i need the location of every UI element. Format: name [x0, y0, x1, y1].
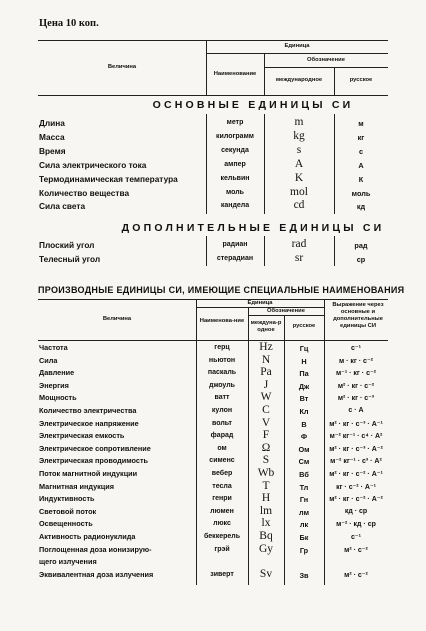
- header2-bottom-rule: [38, 340, 388, 341]
- derived-quantity: Сила: [39, 355, 58, 365]
- derived-quantity: Освещенность: [39, 519, 93, 529]
- supp-intl-symbol: rad: [291, 238, 307, 250]
- base-quantity: Длина: [39, 118, 65, 128]
- derived-quantity: Электрическая емкость: [39, 431, 125, 441]
- supp-quantity: Плоский угол: [39, 240, 95, 250]
- derived-expression: с⁻¹: [351, 345, 361, 352]
- derived-unit-name: вебер: [211, 470, 233, 477]
- derived-rus-symbol: Вб: [299, 470, 309, 479]
- derived-expression: кг · с⁻² · А⁻¹: [336, 483, 376, 491]
- derived-intl-symbol: W: [260, 391, 272, 404]
- derived-intl-symbol: lm: [259, 504, 273, 517]
- derived-quantity: Электрическое сопротивление: [39, 443, 151, 453]
- derived-rus-symbol: Бк: [299, 533, 309, 542]
- base-intl-symbol: K: [294, 171, 304, 184]
- derived-quantity: Количество электричества: [39, 406, 137, 415]
- base-intl-symbol: kg: [293, 129, 305, 142]
- base-intl-symbol: cd: [293, 199, 305, 212]
- derived-unit-name: джоуль: [209, 381, 235, 389]
- supp-divider: [206, 236, 207, 266]
- base-rus-symbol: А: [358, 160, 364, 170]
- base-quantity: Масса: [39, 131, 65, 142]
- derived-unit-name: кулон: [211, 407, 233, 414]
- base-unit-name: кандела: [220, 202, 250, 210]
- header2-designation: Обозначение: [267, 308, 305, 314]
- base-unit-name: кельвин: [220, 174, 250, 182]
- base-quantity: Время: [39, 145, 66, 156]
- derived-expression: м⁻¹ · кг · с⁻²: [336, 370, 376, 378]
- derived-rus-symbol: См: [298, 457, 310, 467]
- derived-rus-symbol: Гц: [299, 344, 309, 353]
- derived-quantity: Давление: [39, 368, 75, 378]
- derived-expression: м² · кг · с⁻² · А⁻¹: [329, 471, 383, 478]
- derived-rus-symbol: Па: [299, 369, 309, 379]
- derived-intl-symbol: T: [262, 479, 270, 492]
- derived-expression: м² · кг · с⁻³: [337, 395, 375, 403]
- derived-expression: м² · с⁻²: [344, 546, 368, 554]
- derived-expression: м² · с⁻²: [344, 571, 368, 579]
- derived-rus-symbol: лк: [299, 520, 309, 530]
- derived-divider: [248, 340, 249, 585]
- derived-unit-name: грэй: [214, 545, 230, 553]
- derived-rus-symbol: Гр: [299, 545, 309, 555]
- header2-international: междуна-родное: [250, 320, 282, 333]
- derived-intl-symbol: Bq: [259, 530, 273, 542]
- base-unit-name: килограмм: [216, 132, 254, 140]
- base-unit-name: секунда: [221, 146, 249, 154]
- header2-quantity: Величина: [102, 316, 132, 322]
- base-intl-symbol: m: [294, 116, 304, 128]
- base-divider: [334, 114, 335, 214]
- header1-unit-rule: [206, 53, 388, 54]
- derived-quantity: Электрическая проводимость: [39, 456, 148, 466]
- derived-rus-symbol: В: [301, 419, 307, 429]
- derived-unit-name: зиверт: [210, 570, 234, 578]
- derived-quantity: щего излучения: [39, 557, 97, 567]
- derived-intl-symbol: lx: [261, 517, 271, 530]
- base-rus-symbol: м: [358, 119, 364, 128]
- header2-divider: [324, 299, 325, 340]
- base-intl-symbol: A: [294, 157, 304, 170]
- derived-rus-symbol: Ом: [298, 444, 310, 454]
- derived-quantity: Энергия: [39, 380, 69, 390]
- derived-intl-symbol: S: [262, 454, 270, 467]
- base-quantity: Термодинамическая температура: [39, 173, 178, 184]
- supp-rus-symbol: рад: [354, 241, 368, 250]
- header2-designation-rule: [248, 315, 324, 316]
- derived-expression: м² · кг · с⁻²: [337, 382, 375, 390]
- derived-unit-name: вольт: [212, 419, 232, 427]
- derived-expression: м⁻² · кд · ср: [336, 521, 376, 529]
- derived-unit-name: ньютон: [208, 356, 236, 364]
- derived-divider: [196, 340, 197, 585]
- derived-unit-name: герц: [214, 344, 230, 351]
- derived-quantity: Электрическое напряжение: [39, 418, 139, 428]
- derived-quantity: Активность радионуклида: [39, 532, 136, 541]
- section-supp-title: ДОПОЛНИТЕЛЬНЫЕ ЕДИНИЦЫ СИ: [121, 222, 385, 234]
- header1-international: международное: [275, 77, 323, 83]
- derived-intl-symbol: Hz: [259, 341, 273, 353]
- header1-bottom-rule: [38, 95, 388, 96]
- derived-quantity: Световой поток: [39, 506, 97, 516]
- derived-intl-symbol: Ω: [261, 441, 271, 454]
- supp-rus-symbol: ср: [356, 255, 366, 264]
- derived-unit-name: сименс: [209, 457, 235, 465]
- base-quantity: Сила света: [39, 201, 86, 212]
- derived-quantity: Частота: [39, 343, 68, 352]
- derived-intl-symbol: N: [261, 353, 271, 366]
- derived-expression: кд · ср: [344, 507, 368, 515]
- supp-intl-symbol: sr: [294, 252, 304, 264]
- base-rus-symbol: К: [358, 174, 364, 184]
- base-intl-symbol: s: [296, 143, 302, 156]
- derived-unit-name: люмен: [210, 507, 234, 515]
- base-divider: [206, 114, 207, 214]
- derived-intl-symbol: H: [261, 492, 271, 505]
- base-unit-name: ампер: [224, 160, 246, 168]
- supp-unit-name: радиан: [222, 241, 248, 248]
- derived-quantity: Магнитная индукция: [39, 481, 115, 491]
- base-divider: [264, 114, 265, 214]
- derived-expression: м⁻² кг⁻¹ · с³ · А²: [330, 458, 382, 466]
- derived-rus-symbol: Вт: [299, 394, 309, 404]
- header1-russian: русское: [349, 77, 373, 83]
- header1-designation-rule: [264, 67, 388, 68]
- derived-unit-name: тесла: [212, 482, 232, 490]
- derived-rus-symbol: Зв: [299, 570, 309, 580]
- header1-name: Наименование: [213, 71, 257, 77]
- base-intl-symbol: mol: [290, 185, 308, 198]
- supp-unit-name: стерадиан: [216, 255, 254, 262]
- derived-unit-name: паскаль: [207, 369, 237, 377]
- derived-intl-symbol: Pa: [260, 366, 272, 379]
- derived-intl-symbol: C: [262, 404, 270, 416]
- derived-intl-symbol: Wb: [257, 467, 275, 479]
- base-quantity: Количество вещества: [39, 187, 130, 198]
- base-quantity: Сила электрического тока: [39, 159, 147, 170]
- base-unit-name: моль: [226, 188, 244, 196]
- derived-unit-name: фарад: [210, 432, 234, 440]
- section-derived-title: ПРОИЗВОДНЫЕ ЕДИНИЦЫ СИ, ИМЕЮЩИЕ СПЕЦИАЛЬНЫЕ НАИМЕНОВАНИЯ: [38, 285, 405, 295]
- derived-expression: с⁻¹: [351, 534, 361, 541]
- derived-rus-symbol: Дж: [298, 381, 310, 391]
- derived-rus-symbol: лм: [298, 507, 310, 517]
- derived-expression: м² · кг · с⁻³ · А⁻²: [329, 445, 383, 453]
- base-rus-symbol: кд: [356, 202, 366, 212]
- derived-intl-symbol: F: [262, 429, 270, 442]
- derived-quantity: Поглощенная доза ионизирую-: [39, 544, 152, 554]
- derived-quantity: Индуктивность: [39, 494, 95, 504]
- derived-intl-symbol: J: [263, 378, 269, 391]
- derived-quantity: Эквивалентная доза излучения: [39, 569, 154, 579]
- derived-rus-symbol: Ф: [300, 432, 308, 442]
- base-rus-symbol: кг: [357, 132, 365, 142]
- header2-russian: русское: [292, 323, 316, 329]
- derived-unit-name: беккерель: [203, 533, 241, 540]
- section-base-title: ОСНОВНЫЕ ЕДИНИЦЫ СИ: [152, 99, 354, 111]
- derived-intl-symbol: Gy: [258, 542, 274, 555]
- header1-designation: Обозначение: [307, 57, 345, 63]
- derived-expression: м · кг · с⁻²: [339, 357, 373, 365]
- derived-rus-symbol: Гн: [299, 495, 309, 505]
- header1-top-rule: [38, 40, 388, 41]
- derived-expression: м² · кг · с⁻³ · А⁻¹: [329, 420, 383, 428]
- supp-divider: [264, 236, 265, 266]
- derived-intl-symbol: V: [261, 416, 271, 429]
- header1-unit: Единица: [284, 43, 310, 49]
- header2-name: Наименова-ние: [199, 318, 245, 324]
- price-label: Цена 10 коп.: [39, 18, 99, 29]
- header2-unit: Единица: [247, 300, 273, 306]
- derived-unit-name: ватт: [214, 394, 230, 402]
- derived-expression: м² · кг · с⁻² · А⁻²: [329, 496, 383, 504]
- base-rus-symbol: с: [358, 146, 364, 156]
- derived-unit-name: люкс: [213, 520, 231, 528]
- derived-rus-symbol: Тл: [299, 482, 309, 492]
- derived-quantity: Мощность: [39, 393, 77, 403]
- derived-unit-name: генри: [212, 495, 232, 503]
- supp-quantity: Телесный угол: [39, 254, 101, 264]
- derived-unit-name: ом: [217, 444, 227, 452]
- derived-quantity: Поток магнитной индукции: [39, 469, 138, 478]
- derived-intl-symbol: Sv: [259, 567, 273, 580]
- base-rus-symbol: моль: [351, 188, 371, 198]
- derived-rus-symbol: Н: [301, 356, 307, 366]
- derived-divider: [284, 340, 285, 585]
- derived-expression: м⁻² кг⁻¹ · с⁴ · А²: [329, 433, 383, 441]
- header1-quantity: Величина: [107, 64, 137, 70]
- supp-divider: [334, 236, 335, 266]
- base-unit-name: метр: [226, 119, 244, 126]
- derived-rus-symbol: Кл: [299, 407, 309, 416]
- derived-expression: с · А: [348, 407, 364, 414]
- header2-expression: Выражение через основные и дополнительные единицы СИ: [332, 302, 384, 329]
- derived-divider: [324, 340, 325, 585]
